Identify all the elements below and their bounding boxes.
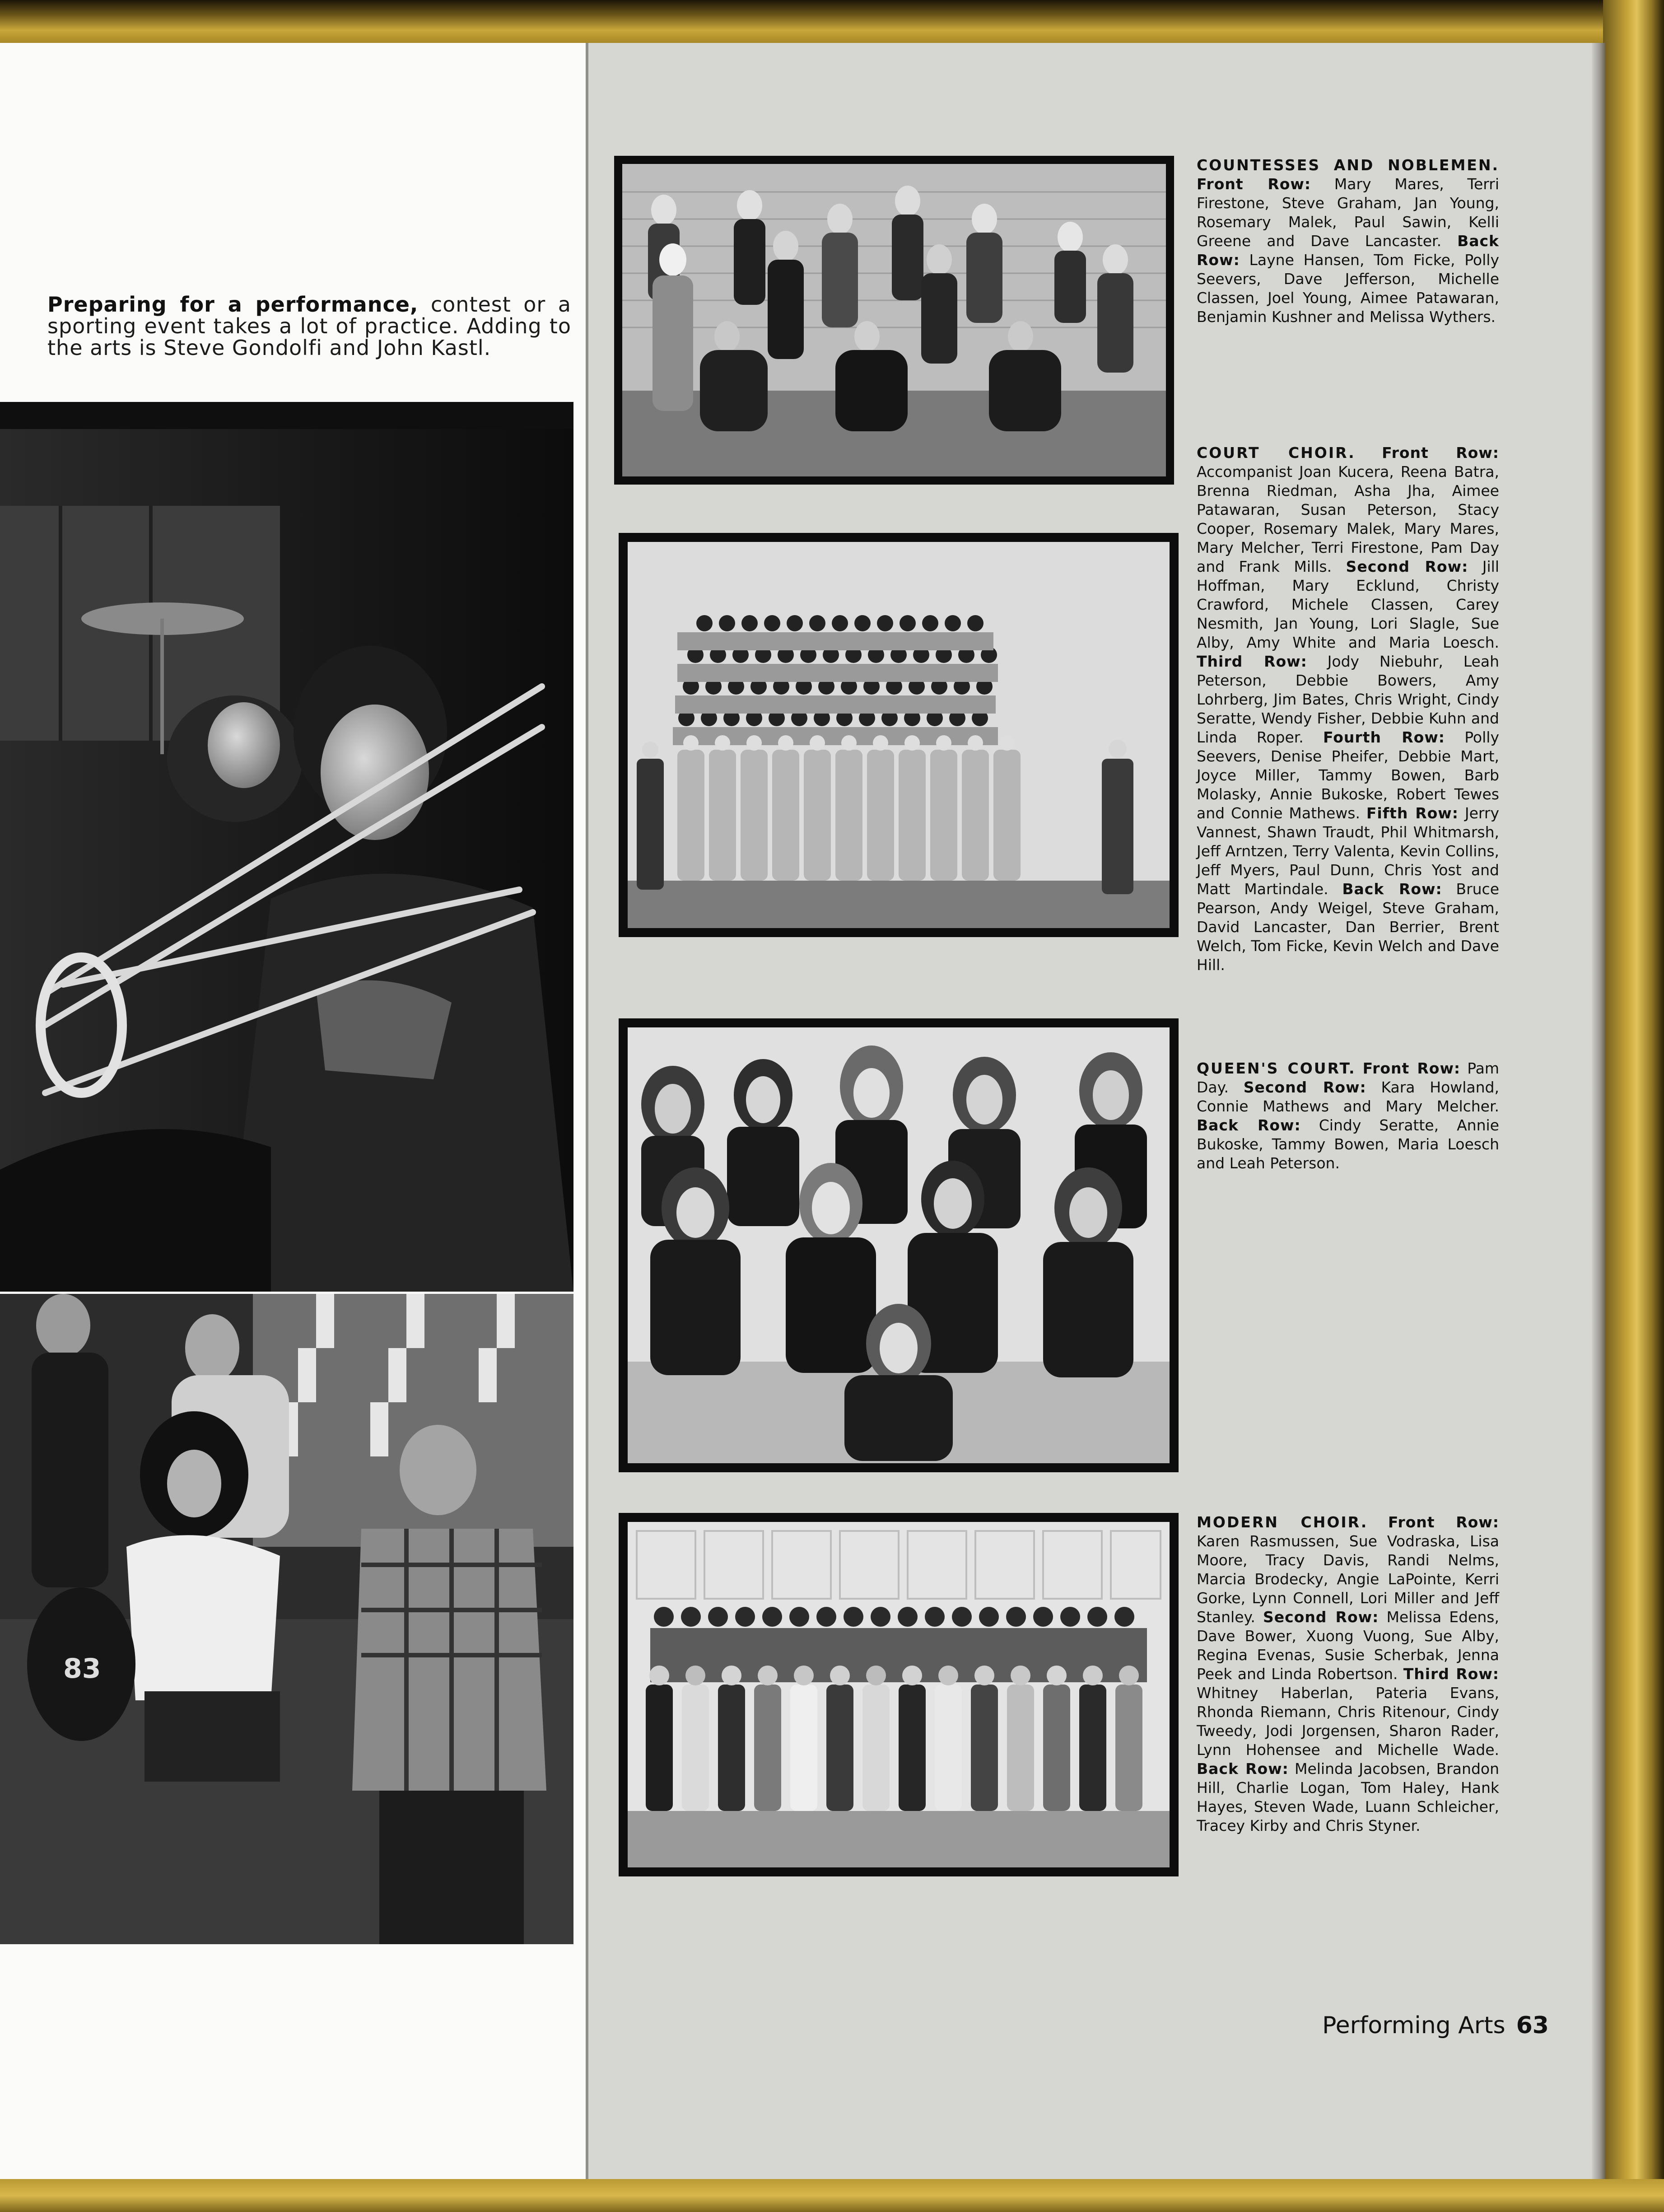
- caption-countesses-noblemen: COUNTESSES AND NOBLEMEN. Front Row: Mary Mares, Terri Firestone, Steve Graham, Jan Young, Rosemary Malek, Paul Sawin, Kelli Greene and Dave Lancaster. Back Row: Layne Hansen, Tom Ficke, Polly Seevers, Dave Jefferson, Michelle Classen, Joel Young, Aimee Patawaran, Benjamin Kushner and Melissa Wythers.: [1197, 156, 1500, 326]
- book-cover-edge-top: [0, 0, 1664, 43]
- page-folio: [1296, 2012, 1549, 2039]
- caption-court-choir: COURT CHOIR. Front Row: Accompanist Joan Kucera, Reena Batra, Brenna Riedman, Asha Jha, Aimee Patawaran, Susan Peterson, Stacy Cooper, Rosemary Malek, Mary Mares, Mary Melcher, Terri Firestone, Pam Day and Frank Mills. Second Row: Jill Hoffman, Mary Ecklund, Christy Crawford, Michele Classen, Carey Nesmith, Jan Young, Lori Slagle, Sue Alby, Amy White and Maria Loesch. Third Row: Jody Niebuhr, Leah Peterson, Debbie Bowers, Amy Lohrberg, Jim Bates, Chris Wright, Cindy Seratte, Wendy Fisher, Debbie Kuhn and Linda Roper. Fourth Row: Polly Seevers, Denise Pheifer, Debbie Mart, Joyce Miller, Tammy Bowen, Barb Molasky, Annie Bukoske, Robert Tewes and Connie Mathews. Fifth Row: Jerry Vannest, Shawn Traudt, Phil Whitmarsh, Jeff Arntzen, Terry Valenta, Kevin Collins, Jeff Myers, Paul Dunn, Chris Yost and Matt Martindale. Back Row: Bruce Pearson, Andy Weigel, Steve Graham, David Lancaster, Dan Berrier, Brent Welch, Tom Ficke, Kevin Welch and Dave Hill.: [1197, 444, 1500, 974]
- countesses-noblemen-photo: [614, 156, 1174, 485]
- book-cover-edge-right: [1603, 0, 1664, 2212]
- page-number: 63: [1516, 2012, 1549, 2039]
- trombone-players-photo: [0, 402, 573, 1292]
- book-cover-edge-bottom: [0, 2179, 1664, 2212]
- queens-court-photo: [619, 1018, 1179, 1472]
- page-edge-shadow: [1592, 43, 1605, 2179]
- modern-choir-photo: [619, 1513, 1179, 1876]
- dance-practice-photo: [0, 1294, 573, 1944]
- folio-section: Performing Arts: [1322, 2012, 1506, 2039]
- trombone-photo-caption: [47, 294, 571, 359]
- caption-modern-choir: MODERN CHOIR. Front Row: Karen Rasmussen, Sue Vodraska, Lisa Moore, Tracy Davis, Randi Nelms, Marcia Brodecky, Angie LaPointe, Kerri Gorke, Lynn Connell, Lori Miller and Jeff Stanley. Second Row: Melissa Edens, Dave Bower, Xuong Vuong, Sue Alby, Regina Evenas, Susie Scherbak, Jenna Peek and Linda Robertson. Third Row: Whitney Haberlan, Pateria Evans, Rhonda Riemann, Chris Ritenour, Cindy Tweedy, Jodi Jorgensen, Sharon Rader, Lynn Hohensee and Michelle Wade. Back Row: Melinda Jacobsen, Brandon Hill, Charlie Logan, Tom Haley, Hank Hayes, Steven Wade, Luann Schleicher, Tracey Kirby and Chris Styner.: [1197, 1513, 1499, 1834]
- caption-lead: Preparing for a performance,: [47, 292, 419, 317]
- court-choir-photo: [619, 533, 1179, 937]
- svg-text:83: 83: [63, 1653, 101, 1685]
- caption-text: contest or a sporting event takes a lot of practice. Adding to the arts is Steve Gondolfi and John Kastl.: [47, 292, 571, 360]
- caption-queens-court: QUEEN'S COURT. Front Row: Pam Day. Second Row: Kara Howland, Connie Mathews and Mary Melcher. Back Row: Cindy Seratte, Annie Bukoske, Tammy Bowen, Maria Loesch and Leah Peterson.: [1197, 1059, 1500, 1172]
- page-gutter: [586, 43, 588, 2179]
